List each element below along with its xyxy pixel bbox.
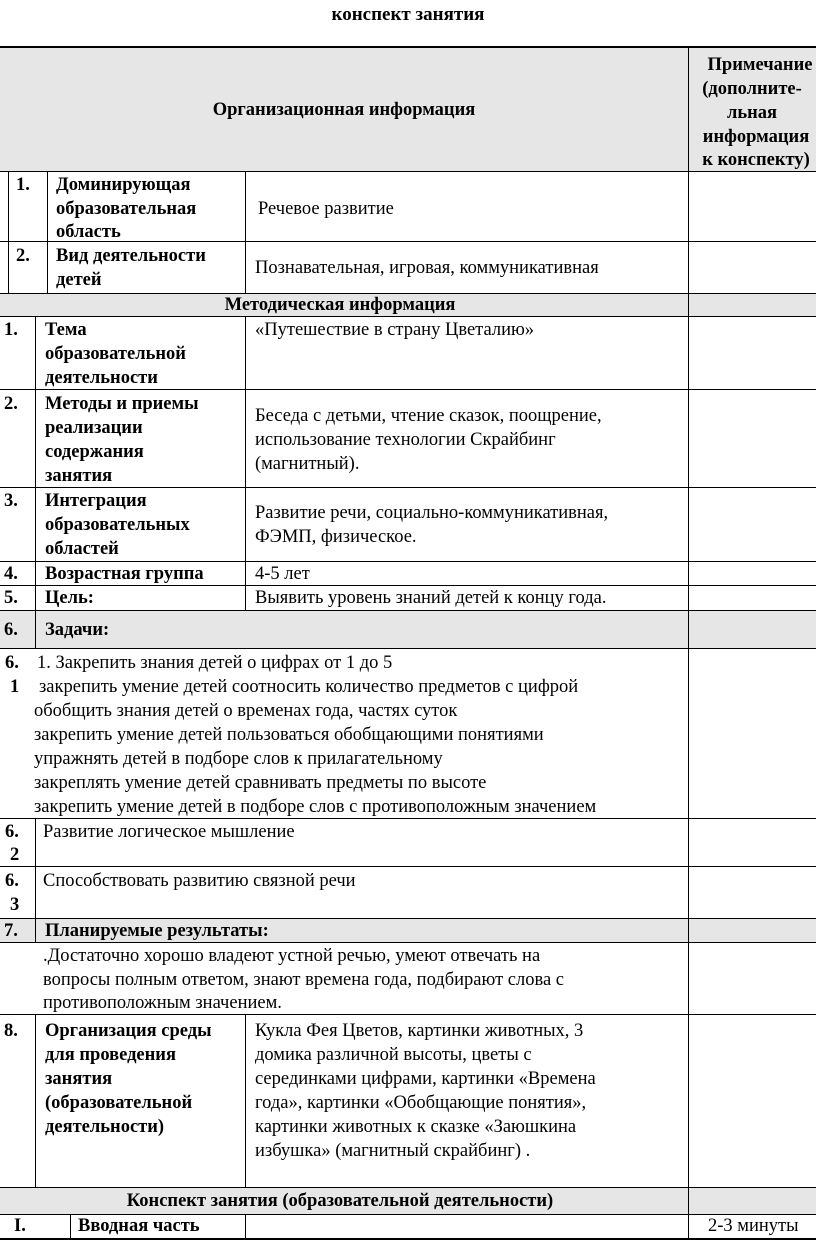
row-value: «Путешествие в страну Цветалию» xyxy=(255,320,535,340)
row-label: занятия xyxy=(45,1069,113,1089)
note-heading-line: льная xyxy=(726,103,778,123)
row-number: 2. xyxy=(16,246,30,266)
table-rule xyxy=(245,316,246,610)
row-label: Возрастная группа xyxy=(45,564,204,584)
row-number: 3 xyxy=(10,895,20,915)
task-line: 1. Закрепить знания детей о цифрах от 1 до 5 xyxy=(37,653,393,673)
org-info-heading: Организационная информация xyxy=(212,100,476,120)
note-heading-line: информация xyxy=(702,127,810,147)
row-label: содержания xyxy=(45,442,144,462)
task-line: закреплять умение детей сравнивать предметы по высоте xyxy=(34,773,487,793)
table-rule xyxy=(35,610,36,648)
row-number: 3. xyxy=(4,491,18,511)
row-label: деятельности xyxy=(45,368,158,388)
row-label: Организация среды xyxy=(45,1021,212,1041)
task-line: закрепить умение детей пользоваться обобщающими понятиями xyxy=(34,725,544,745)
task-line: обобщить знания детей о временах года, частях суток xyxy=(34,701,458,721)
row-label: областей xyxy=(45,539,119,559)
note-heading-line: Примечание xyxy=(707,55,813,75)
row-value: картинки животных к сказке «Заюшкина xyxy=(255,1117,577,1137)
row-value: домика различной высоты, цветы с xyxy=(255,1045,532,1065)
note-heading-line: (дополните- xyxy=(702,79,802,99)
row-label: занятия xyxy=(45,466,113,486)
row-number: 4. xyxy=(4,564,18,584)
row-label: область xyxy=(56,222,121,242)
row-value: ФЭМП, физическое. xyxy=(255,527,417,547)
table-rule xyxy=(0,1187,816,1188)
row-value: Выявить уровень знаний детей к концу года. xyxy=(255,588,607,608)
row-label: Вид деятельности xyxy=(56,246,206,266)
results-line: вопросы полным ответом, знают времена года, подбирают слова с xyxy=(43,970,565,990)
table-rule xyxy=(0,610,816,611)
row-number: 6. xyxy=(5,653,19,673)
row-number: I. xyxy=(14,1216,26,1236)
tasks-heading: Задачи: xyxy=(45,620,110,640)
tasks-header-band xyxy=(0,611,816,648)
table-rule xyxy=(35,918,36,942)
row-value: избушка» (магнитный скрайбинг) . xyxy=(255,1141,531,1161)
table-rule xyxy=(245,1214,246,1238)
method-heading: Методическая информация xyxy=(224,295,456,315)
table-rule xyxy=(8,171,9,293)
row-label: Интеграция xyxy=(45,491,147,511)
row-number: 5. xyxy=(4,588,18,608)
row-number: 6. xyxy=(5,822,19,842)
row-number: 6. xyxy=(5,871,19,891)
row-number: 7. xyxy=(4,921,18,941)
table-rule xyxy=(688,47,689,1240)
row-label: (образовательной xyxy=(45,1093,193,1113)
row-label: детей xyxy=(56,270,102,290)
row-value: серединками цифрами, картинки «Времена xyxy=(255,1069,596,1089)
row-value: года», картинки «Обобщающие понятия», xyxy=(255,1093,587,1113)
table-rule xyxy=(35,818,36,918)
table-rule xyxy=(245,171,246,293)
row-value: Кукла Фея Цветов, картинки животных, 3 xyxy=(255,1021,584,1041)
row-number: 1. xyxy=(4,320,18,340)
task-line: закрепить умение детей соотносить количество предметов с цифрой xyxy=(39,677,579,697)
row-number: 8. xyxy=(4,1021,18,1041)
table-rule xyxy=(35,316,36,610)
row-number: 1 xyxy=(10,677,20,697)
row-label: Тема xyxy=(45,320,87,340)
summary-heading: Конспект занятия (образовательной деятельности) xyxy=(126,1191,554,1211)
table-rule xyxy=(35,1014,36,1187)
row-label: образовательная xyxy=(56,199,197,219)
page-title: конспект занятия xyxy=(331,4,485,25)
row-value: 4-5 лет xyxy=(255,564,310,584)
note-heading-line: к конспекту) xyxy=(702,150,810,170)
results-line: .Достаточно хорошо владеют устной речью, умеют отвечать на xyxy=(43,946,541,966)
row-number: 6. xyxy=(4,620,18,640)
table-rule xyxy=(245,1014,246,1187)
task-line: упражнять детей в подборе слов к прилагательному xyxy=(34,749,443,769)
row-label: Цель: xyxy=(45,588,94,608)
row-number: 1. xyxy=(16,175,30,195)
row-value: Развитие речи, социально-коммуникативная, xyxy=(255,503,609,523)
results-line: противоположным значением. xyxy=(43,993,282,1013)
table-rule xyxy=(0,648,816,649)
row-label: Доминирующая xyxy=(56,175,191,195)
results-heading: Планируемые результаты: xyxy=(45,921,269,941)
row-number: 2. xyxy=(4,394,18,414)
table-rule xyxy=(70,1214,71,1238)
table-rule xyxy=(0,487,816,488)
row-label: для проведения xyxy=(45,1045,176,1065)
task-line: Развитие логическое мышление xyxy=(43,822,295,842)
table-rule xyxy=(0,46,816,48)
row-number: 2 xyxy=(10,845,20,865)
row-label: реализации xyxy=(45,418,143,438)
row-label: образовательной xyxy=(45,344,186,364)
row-label: деятельности) xyxy=(45,1117,165,1137)
task-line: Способствовать развитию связной речи xyxy=(43,871,356,891)
table-rule xyxy=(0,241,816,242)
row-value: Речевое развитие xyxy=(258,199,394,219)
table-rule xyxy=(0,866,816,867)
intro-duration: 2-3 минуты xyxy=(708,1216,799,1236)
row-label: образовательных xyxy=(45,515,190,535)
row-value: (магнитный). xyxy=(255,454,360,474)
row-label: Методы и приемы xyxy=(45,394,199,414)
row-value: Познавательная, игровая, коммуникативная xyxy=(255,258,599,278)
table-rule xyxy=(47,171,48,293)
row-value: использование технологии Скрайбинг xyxy=(255,430,556,450)
task-line: закрепить умение детей в подборе слов с противоположным значением xyxy=(34,797,597,817)
intro-label: Вводная часть xyxy=(78,1216,200,1236)
row-value: Беседа с детьми, чтение сказок, поощрение, xyxy=(255,406,602,426)
